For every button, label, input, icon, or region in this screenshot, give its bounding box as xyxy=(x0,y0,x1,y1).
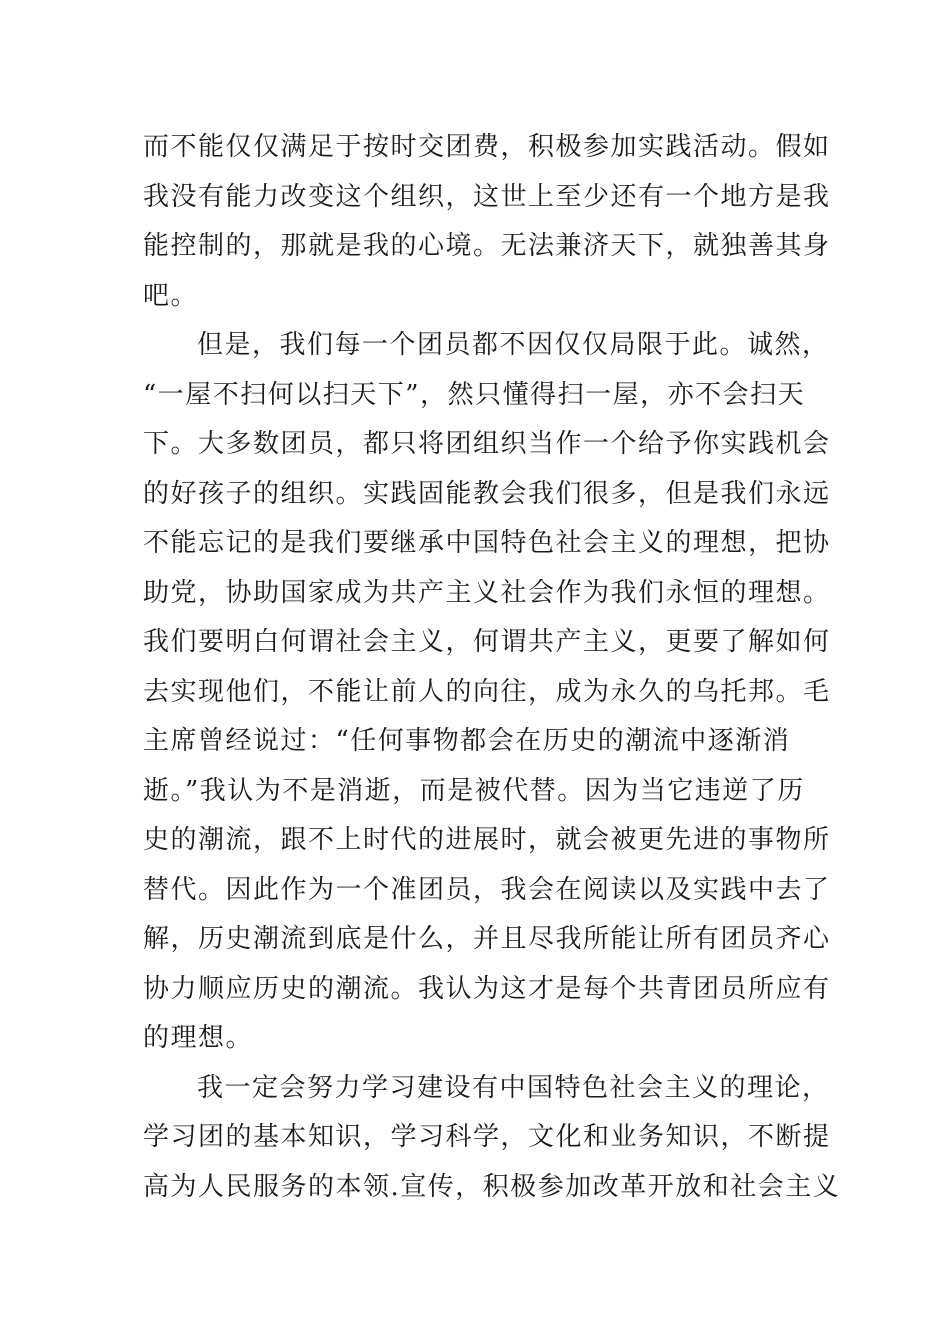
text-line: 吧。 xyxy=(143,280,199,311)
paragraph-first-line: 我一定会努力学习建设有中国特色社会主义的理论， xyxy=(197,1072,830,1103)
text-line: 主席曾经说过：“任何事物都会在历史的潮流中逐渐消 xyxy=(143,726,791,756)
text-line: 不能忘记的是我们要继承中国特色社会主义的理想，把协 xyxy=(143,528,831,558)
text-line: 我没有能力改变这个组织，这世上至少还有一个地方是我 xyxy=(143,181,831,212)
text-line: 的好孩子的组织。实践固能教会我们很多，但是我们永远 xyxy=(143,478,831,509)
paragraph-first-line: 但是，我们每一个团员都不因仅仅局限于此。诚然， xyxy=(197,330,830,360)
text-line: 学习团的基本知识，学习科学，文化和业务知识，不断提 xyxy=(143,1122,831,1152)
text-line: 协力顺应历史的潮流。我认为这才是每个共青团员所应有 xyxy=(143,973,831,1004)
text-line: 去实现他们，不能让前人的向往，成为永久的乌托邦。毛 xyxy=(143,676,831,707)
text-line: 逝。”我认为不是消逝，而是被代替。因为当它违逆了历 xyxy=(143,775,805,806)
text-line: “一屋不扫何以扫天下”，然只懂得扫一屋，亦不会扫天 xyxy=(143,379,806,410)
text-line: 助党，协助国家成为共产主义社会作为我们永恒的理想。 xyxy=(143,577,831,608)
text-line: 解，历史潮流到底是什么，并且尽我所能让所有团员齐心 xyxy=(143,924,831,954)
text-line: 下。大多数团员，都只将团组织当作一个给予你实践机会 xyxy=(143,429,831,459)
text-line: 替代。因此作为一个准团员，我会在阅读以及实践中去了 xyxy=(143,874,831,905)
text-line: 高为人民服务的本领.宣传，积极参加改革开放和社会主义 xyxy=(143,1171,841,1202)
text-line: 而不能仅仅满足于按时交团费，积极参加实践活动。假如 xyxy=(143,132,831,162)
text-line: 的理想。 xyxy=(143,1023,254,1053)
text-line: 能控制的，那就是我的心境。无法兼济天下，就独善其身 xyxy=(143,231,831,261)
body-text xyxy=(143,123,841,1212)
text-line: 我们要明白何谓社会主义，何谓共产主义，更要了解如何 xyxy=(143,627,831,657)
text-line: 史的潮流，跟不上时代的进展时，就会被更先进的事物所 xyxy=(143,825,831,855)
